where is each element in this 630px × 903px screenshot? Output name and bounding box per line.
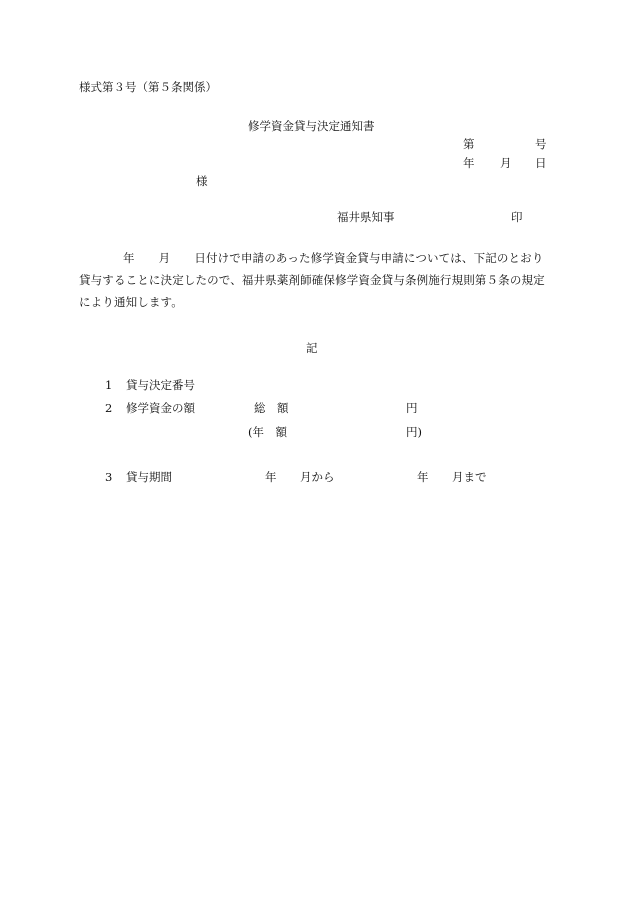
to-year: 年 [417, 470, 429, 484]
annual-unit: 円) [406, 425, 422, 439]
body-text: 日付けで申請のあった修学資金貸与申請については、下記のとおり貸与することに決定したので、福井県薬剤師確保修学資金貸与条例施行規則第５条の規定により通知します。 [79, 251, 545, 309]
item-number: 2 [105, 401, 113, 415]
to-month: 月まで [452, 470, 487, 484]
date-month: 月 [500, 156, 512, 170]
document-title: 修学資金貸与決定通知書 [248, 119, 375, 133]
date-day: 日 [535, 156, 547, 170]
item-number: 1 [105, 378, 113, 392]
total-unit: 円 [406, 401, 418, 415]
number-prefix: 第 [463, 137, 475, 151]
from-month: 月から [300, 470, 335, 484]
item-label: 修学資金の額 [126, 401, 195, 415]
item-number: 3 [105, 470, 113, 484]
ki-heading: 記 [306, 341, 318, 355]
number-suffix: 号 [535, 137, 547, 151]
item-label: 貸与決定番号 [126, 378, 195, 392]
total-label: 総 額 [254, 401, 289, 415]
date-year: 年 [463, 156, 475, 170]
form-label: 様式第３号（第５条関係） [79, 80, 217, 94]
body-month: 月 [158, 251, 171, 265]
body-year: 年 [123, 251, 135, 265]
body-paragraph [79, 247, 549, 313]
from-year: 年 [265, 470, 277, 484]
addressee-suffix: 様 [196, 174, 208, 188]
annual-label: (年 額 [248, 425, 287, 439]
seal-mark: 印 [511, 210, 523, 224]
item-label: 貸与期間 [126, 470, 172, 484]
issuer-name: 福井県知事 [337, 210, 395, 224]
